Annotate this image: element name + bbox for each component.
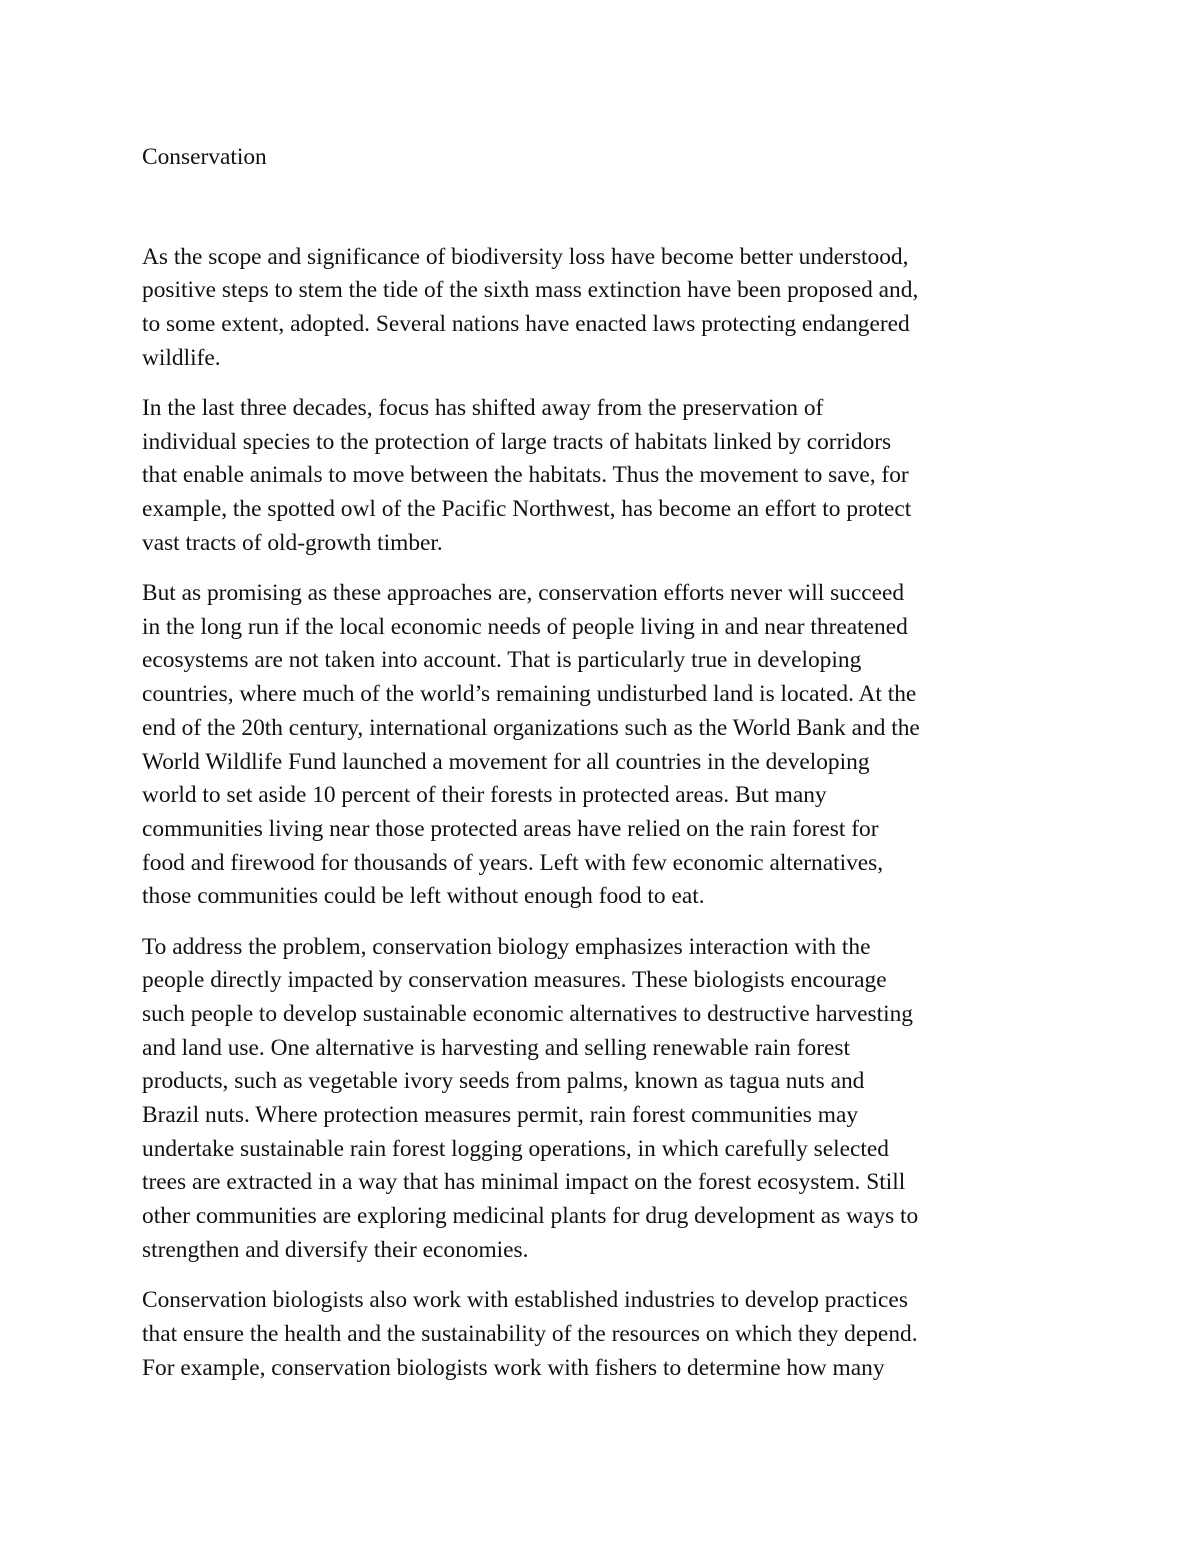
- paragraph-line: Conservation biologists also work with established industries to develop practices: [142, 1287, 908, 1314]
- paragraph-line: world to set aside 10 percent of their forests in protected areas. But many: [142, 782, 827, 809]
- paragraph-line: undertake sustainable rain forest logging operations, in which carefully selected: [142, 1135, 889, 1162]
- paragraph-line: in the long run if the local economic needs of people living in and near threatened: [142, 613, 908, 640]
- paragraph-line: and land use. One alternative is harvesting and selling renewable rain forest: [142, 1034, 850, 1061]
- paragraph-line: that enable animals to move between the habitats. Thus the movement to save, for: [142, 462, 909, 489]
- paragraph: [142, 577, 1072, 914]
- paragraph: [142, 241, 1072, 376]
- paragraph-line: those communities could be left without enough food to eat.: [142, 883, 705, 910]
- paragraph: [142, 931, 1072, 1268]
- paragraph-line: that ensure the health and the sustainability of the resources on which they depend.: [142, 1320, 918, 1347]
- paragraph-line: example, the spotted owl of the Pacific Northwest, has become an effort to protect: [142, 496, 912, 523]
- paragraph-line: As the scope and significance of biodiversity loss have become better understood,: [142, 243, 909, 270]
- paragraph-line: trees are extracted in a way that has minimal impact on the forest ecosystem. Still: [142, 1169, 906, 1196]
- paragraph: [142, 1284, 1072, 1385]
- paragraph-line: To address the problem, conservation biology emphasizes interaction with the: [142, 933, 871, 960]
- paragraph-line: vast tracts of old-growth timber.: [142, 529, 443, 556]
- title-spacer: [142, 175, 1072, 241]
- document-body: [142, 141, 1072, 1402]
- paragraph-line: end of the 20th century, international organizations such as the World Bank and the: [142, 714, 920, 741]
- paragraph-line: positive steps to stem the tide of the sixth mass extinction have been proposed and,: [142, 277, 919, 304]
- paragraph-line: such people to develop sustainable economic alternatives to destructive harvesting: [142, 1000, 914, 1027]
- paragraph-line: But as promising as these approaches are, conservation efforts never will succeed: [142, 580, 905, 607]
- paragraph-line: wildlife.: [142, 344, 221, 371]
- paragraph: [142, 392, 1072, 561]
- paragraph-line: strengthen and diversify their economies.: [142, 1236, 529, 1263]
- paragraph-line: food and firewood for thousands of years. Left with few economic alternatives,: [142, 849, 884, 876]
- paragraph-line: World Wildlife Fund launched a movement for all countries in the developing: [142, 748, 870, 775]
- paragraph-line: people directly impacted by conservation measures. These biologists encourage: [142, 967, 887, 994]
- paragraph-line: products, such as vegetable ivory seeds from palms, known as tagua nuts and: [142, 1068, 865, 1095]
- paragraph-line: ecosystems are not taken into account. That is particularly true in developing: [142, 647, 862, 674]
- paragraph-line: individual species to the protection of large tracts of habitats linked by corridors: [142, 428, 892, 455]
- paragraph-line: countries, where much of the world’s remaining undisturbed land is located. At the: [142, 681, 917, 708]
- paragraph-line: other communities are exploring medicinal plants for drug development as ways to: [142, 1203, 919, 1230]
- paragraph-line: Brazil nuts. Where protection measures permit, rain forest communities may: [142, 1102, 859, 1129]
- paragraph-line: For example, conservation biologists work with fishers to determine how many: [142, 1354, 885, 1381]
- paragraph-line: communities living near those protected areas have relied on the rain forest for: [142, 815, 879, 842]
- document-title: Conservation: [142, 144, 267, 170]
- paragraph-line: to some extent, adopted. Several nations have enacted laws protecting endangered: [142, 311, 910, 338]
- paragraph-list: [142, 241, 1072, 1386]
- paragraph-line: In the last three decades, focus has shifted away from the preservation of: [142, 395, 824, 422]
